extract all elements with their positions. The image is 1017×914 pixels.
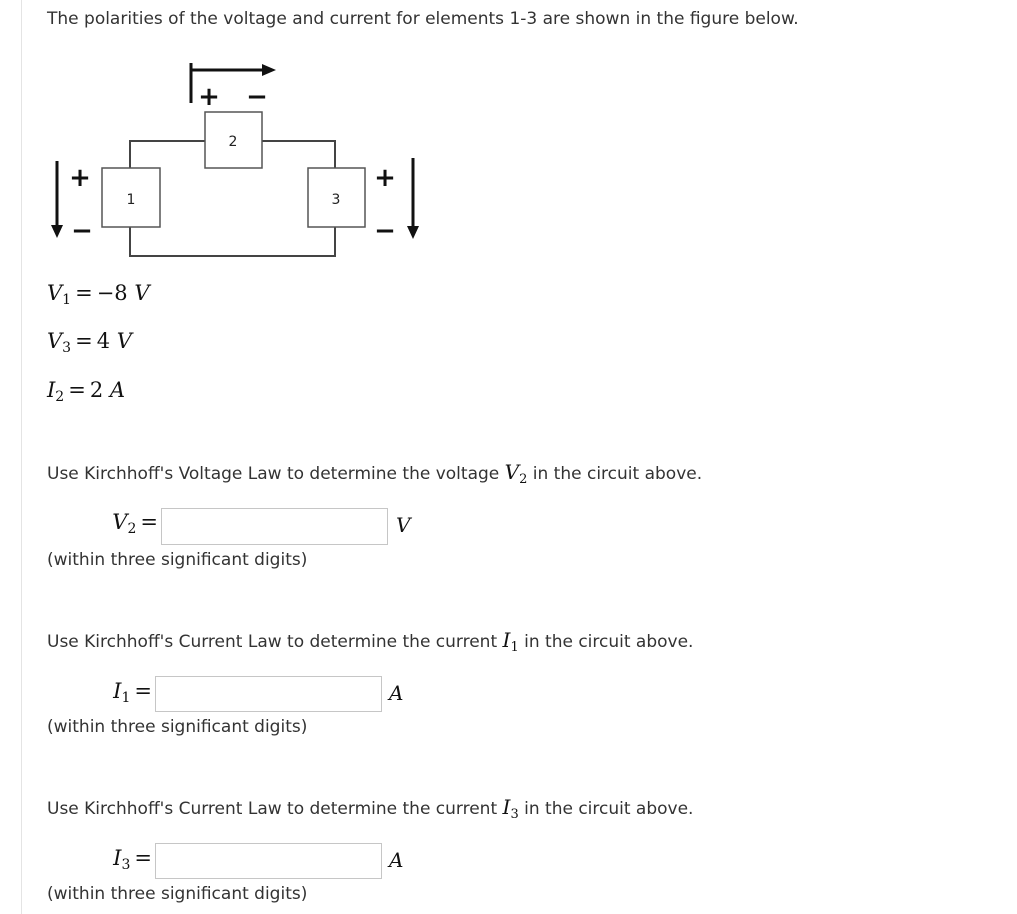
question-2-label-var: I bbox=[113, 679, 122, 703]
wire-top-right bbox=[262, 141, 335, 168]
question-2-label bbox=[96, 679, 152, 706]
question-3-sub: 3 bbox=[510, 807, 519, 822]
left-border bbox=[21, 0, 22, 914]
element-3-label: 3 bbox=[331, 192, 341, 208]
given-v1-unit: V bbox=[134, 281, 150, 305]
question-3-prompt bbox=[47, 795, 694, 822]
i1-answer-input[interactable] bbox=[155, 676, 382, 712]
question-1-label-sub: 2 bbox=[127, 521, 137, 537]
given-v1-rel: = bbox=[75, 281, 93, 305]
given-v1-var: V bbox=[47, 281, 63, 305]
v2-answer-input[interactable] bbox=[161, 508, 388, 545]
question-3-prompt-after: in the circuit above. bbox=[518, 799, 694, 819]
element-2-label: 2 bbox=[228, 134, 238, 150]
given-i2-rel: = bbox=[68, 378, 86, 402]
given-v3-rel: = bbox=[75, 329, 93, 353]
element-2-minus: − bbox=[246, 82, 268, 112]
question-2-label-sub: 1 bbox=[121, 690, 131, 706]
given-i2-sub: 2 bbox=[55, 389, 65, 405]
wire-top-left bbox=[130, 141, 205, 168]
current-arrow-2-head bbox=[262, 64, 276, 76]
question-2-hint: (within three significant digits) bbox=[47, 717, 308, 737]
element-2-plus: + bbox=[198, 82, 220, 112]
question-1-hint: (within three significant digits) bbox=[47, 550, 308, 570]
element-3-minus: − bbox=[374, 216, 396, 246]
given-v1-sub: 1 bbox=[62, 292, 72, 308]
given-i2-value: 2 bbox=[89, 378, 104, 402]
i3-answer-input[interactable] bbox=[155, 843, 382, 879]
question-2-label-rel: = bbox=[134, 679, 152, 703]
element-1-minus: − bbox=[71, 216, 93, 246]
element-1-label: 1 bbox=[126, 192, 136, 208]
question-3-label-rel: = bbox=[134, 846, 152, 870]
question-3-prompt-before: Use Kirchhoff's Current Law to determine the current bbox=[47, 799, 503, 819]
wire-bottom bbox=[130, 227, 335, 256]
given-v3-value: 4 bbox=[96, 329, 111, 353]
question-3-label bbox=[96, 846, 152, 873]
question-2-unit: A bbox=[389, 681, 404, 705]
given-v3-var: V bbox=[47, 329, 63, 353]
given-i2-unit: A bbox=[109, 378, 126, 402]
question-3-hint: (within three significant digits) bbox=[47, 884, 308, 904]
question-2-var: I bbox=[502, 628, 511, 652]
question-2-prompt-after: in the circuit above. bbox=[518, 632, 694, 652]
question-1-label-var: V bbox=[112, 510, 128, 534]
question-2-prompt bbox=[47, 628, 694, 655]
question-3-label-sub: 3 bbox=[121, 857, 131, 873]
intro-text: The polarities of the voltage and current for elements 1-3 are shown in the figure below. bbox=[47, 9, 799, 29]
given-v3-unit: V bbox=[116, 329, 132, 353]
question-1-prompt-before: Use Kirchhoff's Voltage Law to determine the voltage bbox=[47, 464, 505, 484]
given-v1 bbox=[47, 281, 150, 308]
question-1-prompt-after: in the circuit above. bbox=[527, 464, 703, 484]
question-3-label-var: I bbox=[113, 846, 122, 870]
circuit-diagram bbox=[40, 55, 440, 265]
element-3-plus: + bbox=[374, 163, 396, 193]
question-1-label bbox=[96, 510, 158, 537]
question-2-sub: 1 bbox=[510, 640, 519, 655]
question-1-var: V bbox=[504, 460, 520, 484]
current-arrow-3-head bbox=[407, 226, 419, 239]
given-v3-sub: 3 bbox=[62, 340, 72, 356]
question-3-var: I bbox=[502, 795, 511, 819]
question-3-unit: A bbox=[389, 848, 404, 872]
given-i2-var: I bbox=[47, 378, 56, 402]
question-1-prompt bbox=[47, 460, 703, 487]
element-1-plus: + bbox=[69, 163, 91, 193]
question-1-sub: 2 bbox=[519, 472, 528, 487]
given-i2 bbox=[47, 378, 126, 405]
question-1-unit: V bbox=[396, 513, 411, 537]
current-arrow-1-head bbox=[51, 225, 63, 238]
question-2-prompt-before: Use Kirchhoff's Current Law to determine the current bbox=[47, 632, 503, 652]
given-v3 bbox=[47, 329, 132, 356]
given-v1-value: −8 bbox=[96, 281, 128, 305]
question-1-label-rel: = bbox=[140, 510, 158, 534]
